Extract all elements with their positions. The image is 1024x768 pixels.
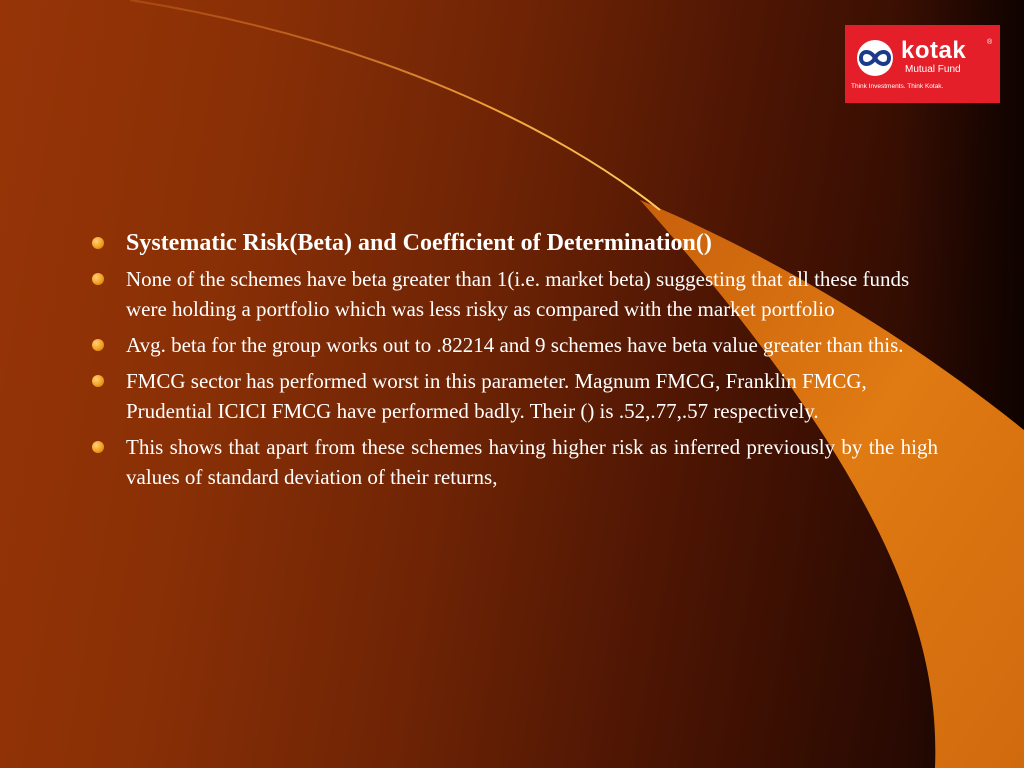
bullet-dot-icon bbox=[92, 273, 104, 285]
bullet-text: Avg. beta for the group works out to .82214 and 9 schemes have beta value greater than this. bbox=[126, 333, 904, 357]
bullet-list bbox=[90, 226, 938, 492]
bullet-item bbox=[90, 264, 938, 324]
bullet-item-heading bbox=[90, 226, 938, 260]
logo-registered-mark: ® bbox=[987, 39, 993, 46]
logo-brand-text: kotak bbox=[901, 37, 967, 64]
bullet-text: This shows that apart from these schemes having higher risk as inferred previously by the high values of standard deviation of their returns, bbox=[126, 435, 938, 489]
bullet-item bbox=[90, 432, 938, 492]
slide-body bbox=[90, 226, 938, 498]
bullet-dot-icon bbox=[92, 237, 104, 249]
glow-arc bbox=[130, 0, 660, 210]
bullet-dot-icon bbox=[92, 339, 104, 351]
logo-tagline: Think Investments. Think Kotak. bbox=[851, 83, 944, 90]
bullet-text: FMCG sector has performed worst in this parameter. Magnum FMCG, Franklin FMCG, Prudential ICICI FMCG have performed badly. Their () is .52,.77,.57 respectively. bbox=[126, 369, 867, 423]
logo-subtitle: Mutual Fund bbox=[905, 64, 961, 75]
bullet-item bbox=[90, 366, 938, 426]
bullet-text: Systematic Risk(Beta) and Coefficient of Determination() bbox=[126, 230, 712, 256]
bullet-text: None of the schemes have beta greater than 1(i.e. market beta) suggesting that all these funds were holding a portfolio which was less risky as compared with the market portfolio bbox=[126, 267, 910, 321]
bullet-item bbox=[90, 330, 938, 360]
kotak-infinity-icon bbox=[853, 39, 897, 77]
bullet-dot-icon bbox=[92, 375, 104, 387]
bullet-dot-icon bbox=[92, 441, 104, 453]
kotak-logo bbox=[845, 25, 1000, 103]
